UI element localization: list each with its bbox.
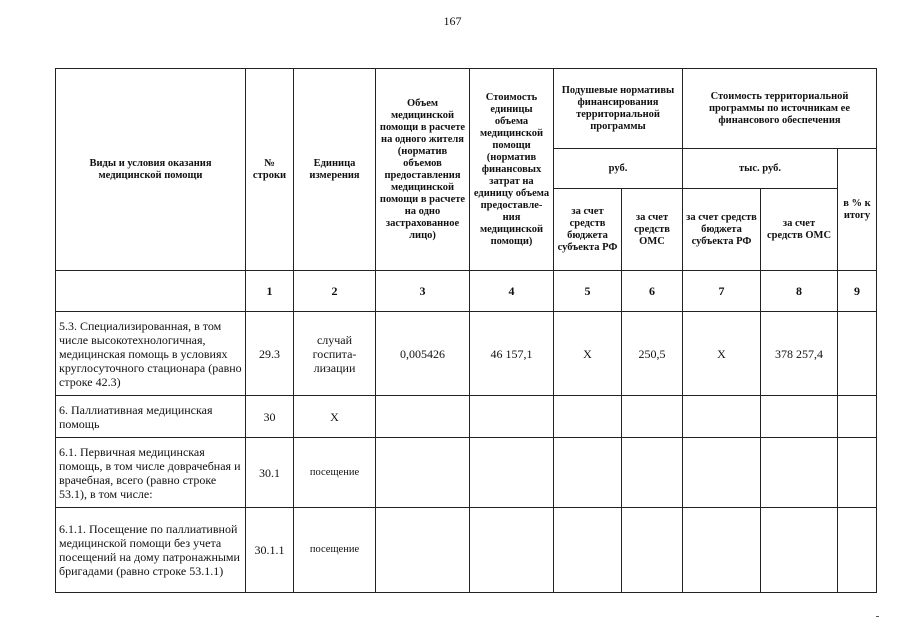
column-number-row [56,271,877,312]
header-per-capita-norms: Подушевые нормативы финансирования территориальной программы [554,69,683,149]
column-number: 6 [622,271,683,312]
row-percent [838,396,877,438]
row-norm-budget [554,438,622,508]
header-unit-cost: Стоимость единицы объема медицинской помощи (норматив финансовых затрат на единицу объема предоставле-ния медицинской помощи) [470,69,554,271]
row-line-number: 29.3 [246,312,294,396]
table-row [56,312,877,396]
row-line-number: 30.1 [246,438,294,508]
row-line-number: 30 [246,396,294,438]
row-norm-oms [622,508,683,593]
row-cost-budget [683,508,761,593]
header-volume: Объем медицинской помощи в расчете на одного жителя (норматив объемов предоставления медицинской помощи в расчете на одно застрахованное лицо) [376,69,470,271]
row-cost-oms [761,508,838,593]
row-norm-budget [554,396,622,438]
row-cost-budget [683,396,761,438]
column-number: 3 [376,271,470,312]
row-unit: посещение [294,508,376,593]
row-unit: Х [294,396,376,438]
header-medical-care-type: Виды и условия оказания медицинской помощи [56,69,246,271]
row-unit-cost [470,396,554,438]
column-number: 1 [246,271,294,312]
row-name: 6.1.1. Посещение по паллиативной медицинской помощи без учета посещений на дому патронажными бригадами (равно строке 53.1.1) [56,508,246,593]
column-number: 2 [294,271,376,312]
column-number: 9 [838,271,877,312]
row-cost-budget: Х [683,312,761,396]
column-number: 7 [683,271,761,312]
table-row [56,438,877,508]
header-program-cost: Стоимость территориальной программы по источникам ее финансового обеспечения [683,69,877,149]
row-percent [838,312,877,396]
header-cost-budget: за счет средств бюджета субъекта РФ [683,189,761,271]
row-norm-oms [622,438,683,508]
row-name: 6. Паллиативная медицинская помощь [56,396,246,438]
row-percent [838,508,877,593]
financing-table [55,68,877,593]
row-cost-oms: 378 257,4 [761,312,838,396]
row-norm-budget: Х [554,312,622,396]
row-cost-oms [761,438,838,508]
scan-mark [876,616,879,617]
row-unit-cost [470,438,554,508]
row-name: 6.1. Первичная медицинская помощь, в том числе доврачебная и врачебная, всего (равно строке 53.1), в том числе: [56,438,246,508]
table-row [56,508,877,593]
row-volume [376,396,470,438]
row-volume [376,438,470,508]
row-volume: 0,005426 [376,312,470,396]
row-line-number: 30.1.1 [246,508,294,593]
row-percent [838,438,877,508]
column-number: 4 [470,271,554,312]
column-number: 8 [761,271,838,312]
column-number: 5 [554,271,622,312]
header-cost-oms: за счет средств ОМС [761,189,838,271]
column-number-empty [56,271,246,312]
header-unit: Единица измерения [294,69,376,271]
row-norm-oms [622,396,683,438]
page-number: 167 [443,14,462,28]
row-volume [376,508,470,593]
row-cost-budget [683,438,761,508]
row-name: 5.3. Специализированная, в том числе высокотехнологичная, медицинская помощь в условиях круглосуточного стационара (равно строке 42.3) [56,312,246,396]
row-norm-oms: 250,5 [622,312,683,396]
table-row [56,396,877,438]
row-unit: случай госпита-лизации [294,312,376,396]
row-unit: посещение [294,438,376,508]
header-row-number: № строки [246,69,294,271]
header-percent-total: в % к итогу [838,149,877,271]
row-cost-oms [761,396,838,438]
row-unit-cost: 46 157,1 [470,312,554,396]
header-norm-budget: за счет средств бюджета субъекта РФ [554,189,622,271]
header-norm-oms: за счет средств ОМС [622,189,683,271]
header-rub: руб. [554,149,683,189]
header-thousand-rub: тыс. руб. [683,149,838,189]
row-unit-cost [470,508,554,593]
row-norm-budget [554,508,622,593]
